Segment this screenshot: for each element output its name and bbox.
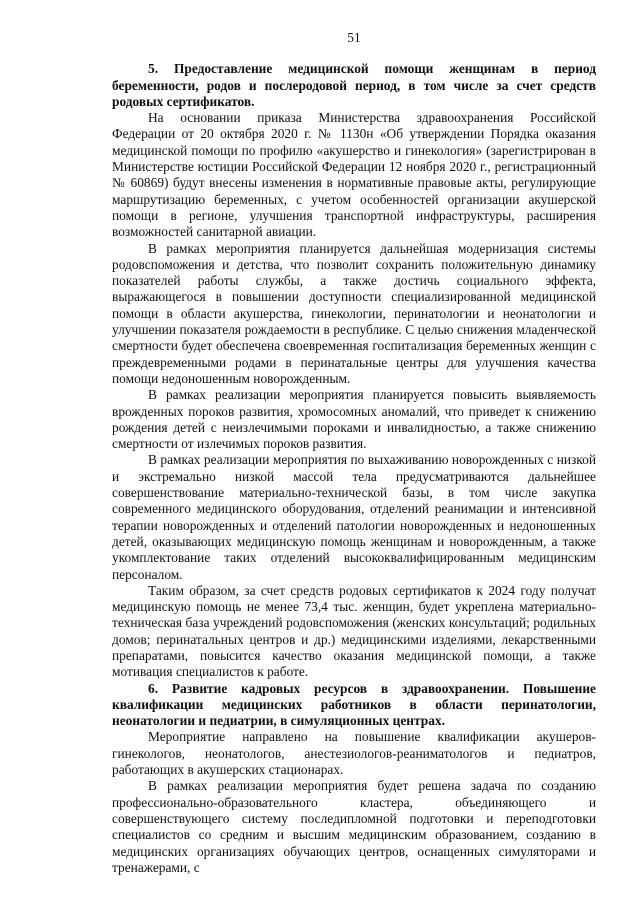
section-5-paragraph-1: На основании приказа Министерства здравоохранения Российской Федерации от 20 октября 2020 г. № 1130н «Об утверждении Порядка оказания медицинской помощи по профилю «акушерство и гинекология» (зарегистрирован в Министерстве юстиции Российской Федерации 12 ноября 2020 г., регистрационный № 60869) будут внесены изменения в нормативные правовые акты, регулирующие маршрутизацию беременных, с учетом особенностей организации акушерской помощи в регионе, улучшения транспортной инфраструктуры, расширения возможностей санитарной авиации. xyxy=(112,110,596,240)
section-5-heading: 5. Предоставление медицинской помощи женщинам в период беременности, родов и послеродовой период, в том числе за счет средств родовых сертификатов. xyxy=(112,61,596,109)
section-5-paragraph-4: В рамках реализации мероприятия по выхаживанию новорожденных с низкой и экстремально низкой массой тела предусматриваются дальнейшее совершенствование материально-технической базы, в том числе закупка современного медицинского оборудования, отделений реанимации и интенсивной терапии новорожденных и отделений патологии новорожденных и недоношенных детей, оказывающих медицинскую помощь женщинам и новорожденным, а также укомплектование таких отделений высококвалифицированным медицинским персоналом. xyxy=(112,452,596,582)
section-5-paragraph-5: Таким образом, за счет средств родовых сертификатов к 2024 году получат медицинскую помощь не менее 73,4 тыс. женщин, будет укреплена материально-техническая база учреждений родовспоможения (женских консультаций; родильных домов; перинатальных центров и др.) медицинскими изделиями, лекарственными препаратами, повысится качество оказания медицинской помощи, а также мотивация специалистов к работе. xyxy=(112,582,596,680)
section-6-paragraph-2: В рамках реализации мероприятия будет решена задача по созданию профессионально-образовательного кластера, объединяющего и совершенствующего систему последипломной подготовки и переподготовки специалистов со средним и высшим медицинским образованием, созданию в медицинских организациях обучающих центров, оснащенных симуляторами и тренажерами, с xyxy=(112,778,596,875)
section-5-paragraph-2: В рамках мероприятия планируется дальнейшая модернизация системы родовспоможения и детства, что позволит сохранить положительную динамику показателей работы службы, а также достичь социального эффекта, выражающегося в повышении доступности специализированной медицинской помощи в области акушерства, гинекологии, перинатологии и неонатологии и улучшении показателя рождаемости в республике. С целью снижения младенческой смертности будет обеспечена своевременная госпитализация беременных женщин с преждевременными родами в перинатальные центры для улучшения качества помощи недоношенным новорожденным. xyxy=(112,240,596,386)
page-number: 51 xyxy=(347,30,361,45)
section-6-heading: 6. Развитие кадровых ресурсов в здравоохранении. Повышение квалификации медицинских работников в области перинатологии, неонатологии и педиатрии, в симуляционных центрах. xyxy=(112,680,596,729)
section-5-paragraph-3: В рамках реализации мероприятия планируется повысить выявляемость врожденных пороков развития, хромосомных аномалий, что приведет к снижению рождения детей с неизлечимыми пороками и инвалидностью, а также снижению смертности от излечимых пороков развития. xyxy=(112,387,596,452)
section-6-paragraph-1: Мероприятие направлено на повышение квалификации акушеров-гинекологов, неонатологов, анестезиологов-реаниматологов и педиатров, работающих в акушерских стационарах. xyxy=(112,729,596,778)
